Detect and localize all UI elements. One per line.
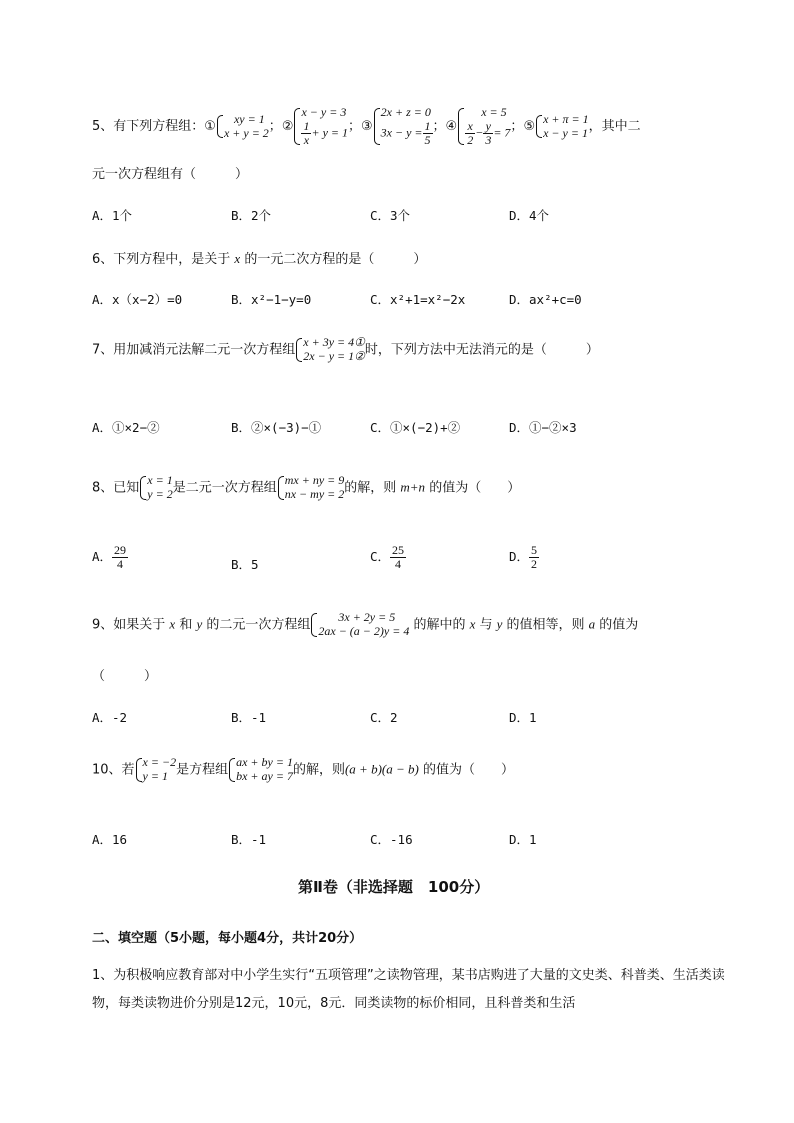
q5-prefix: 5、有下列方程组：: [92, 119, 205, 135]
frac-den: 2: [467, 132, 474, 147]
q5-s4-op: −: [475, 125, 484, 140]
q6-option-c[interactable]: C．x²+1=x²−2x: [370, 292, 466, 307]
q10-stem-d: 的值为（ ）: [418, 762, 514, 778]
q5-sep: ；: [268, 119, 282, 135]
q5-option-c[interactable]: C．3个: [370, 208, 411, 223]
q5-system-2: [293, 106, 348, 147]
q9-stem-a: 9、如果关于: [92, 617, 170, 633]
q9-system: [310, 611, 409, 639]
frac-den: 3: [485, 132, 492, 147]
q5-s3-eq1: 2x + z = 0: [380, 105, 431, 119]
q9-option-b[interactable]: B．-1: [231, 710, 267, 725]
frac-num: 1: [424, 118, 431, 133]
q5-s1-eq2: x + y = 2: [223, 125, 269, 140]
q10-stem-b: 是方程组: [176, 762, 229, 778]
q5-s4-frac-x: [465, 120, 475, 147]
q5-system-4: [457, 106, 510, 147]
q5-s4-eq1: x = 5: [481, 105, 507, 119]
frac-den: 5: [424, 132, 431, 147]
q10-option-b[interactable]: B．-1: [231, 832, 267, 847]
q9-stem-g: 的值为: [595, 617, 639, 633]
q6-var: x: [234, 251, 241, 266]
question-5: [92, 106, 641, 147]
q5-line2: 元一次方程组有（ ）: [92, 167, 249, 182]
q5-s4-eq2: [465, 120, 510, 147]
q6-option-b[interactable]: B．x²−1−y=0: [231, 292, 312, 307]
circled-1: ①: [204, 119, 216, 135]
q9-var-y: y: [196, 616, 203, 632]
q9-eq2: 2ax − (a − 2)y = 4: [318, 623, 410, 638]
q10-system-2: [228, 756, 293, 784]
q10-s1-eq1: x = −2: [142, 755, 177, 769]
q10-expr: (a + b)(a − b): [344, 761, 419, 777]
question-6: [92, 248, 426, 267]
q10-option-d[interactable]: D．1: [509, 832, 537, 847]
q8-stem-a: 8、已知: [92, 480, 140, 496]
q5-system-3: [373, 106, 433, 147]
q8-s2-eq1: mx + ny = 9: [284, 473, 345, 487]
q10-s2-eq1: ax + by = 1: [236, 755, 293, 769]
q7-stem-b: 时，下列方法中无法消元的是（ ）: [364, 342, 599, 358]
q6-stem-a: 6、下列方程中，是关于: [92, 252, 235, 267]
frac-den: 4: [117, 557, 124, 572]
q7-option-b[interactable]: B．②×(−3)−①: [231, 420, 322, 435]
q10-option-c[interactable]: C．-16: [370, 832, 413, 847]
question-7: [92, 336, 599, 364]
frac-num: 29: [114, 543, 127, 557]
q8-expr: m+n: [400, 479, 426, 495]
question-9: [92, 611, 638, 639]
q5-system-1: [216, 113, 269, 141]
question-10: [92, 756, 514, 784]
q8-s1-eq2: y = 2: [147, 486, 173, 501]
q6-option-a[interactable]: A．x（x−2）=0: [92, 292, 183, 307]
q5-s1-eq1: xy = 1: [233, 111, 265, 126]
q9-var-x: x: [169, 616, 176, 632]
q8-option-a-frac: [112, 544, 128, 571]
q8-option-c-label: C．: [370, 549, 391, 565]
q9-stem-f: 的值相等，则: [502, 617, 589, 633]
q8-option-d-label: D．: [509, 549, 530, 565]
frac-num: 1: [303, 118, 310, 133]
q8-option-a[interactable]: [92, 544, 128, 571]
q7-eq1: x + 3y = 4①: [303, 335, 365, 349]
q5-s2-eq2: [301, 120, 348, 147]
frac-den: x: [303, 132, 310, 147]
q8-option-a-label: A．: [92, 549, 113, 565]
q9-option-d[interactable]: D．1: [509, 710, 537, 725]
q9-stem-b: 和: [175, 617, 197, 633]
q5-s4-frac-y: [483, 120, 493, 147]
q8-option-d-frac: [529, 544, 539, 571]
q8-option-c[interactable]: [370, 544, 406, 571]
q5-s2-frac: [301, 120, 311, 147]
q5-option-d[interactable]: D．4个: [509, 208, 550, 223]
q5-system-5: [535, 113, 589, 141]
q5-sep: ；: [432, 119, 446, 135]
q8-stem-c: 的解，则: [344, 480, 401, 496]
q9-option-a[interactable]: A．-2: [92, 710, 128, 725]
q6-stem-b: 的一元二次方程的是（ ）: [240, 252, 427, 267]
frac-num: y: [483, 120, 493, 134]
circled-2: ②: [281, 119, 294, 135]
q9-stem-d: 的解中的: [409, 617, 470, 633]
frac-den: 2: [531, 557, 538, 572]
q7-option-c[interactable]: C．①×(−2)+②: [370, 420, 461, 435]
q9-line2: （ ）: [92, 669, 158, 684]
q7-stem-a: 7、用加减消元法解二元一次方程组: [92, 342, 296, 358]
frac-den: 4: [395, 557, 402, 572]
q5-sep: ；: [510, 119, 524, 135]
q10-stem-a: 10、若: [92, 762, 135, 778]
q7-system: [295, 336, 365, 364]
q9-stem-e: 与: [475, 617, 497, 633]
q5-s3-frac: [423, 120, 433, 147]
q8-option-c-frac: [390, 544, 406, 571]
q5-s3-eq2: [381, 120, 433, 147]
q6-option-d[interactable]: D．ax²+c=0: [509, 292, 582, 307]
q8-option-d[interactable]: [509, 544, 539, 571]
q7-option-a[interactable]: A．①×2−②: [92, 420, 160, 435]
q9-var-x2: x: [469, 616, 476, 632]
q10-system-1: [135, 756, 177, 784]
question-8: [92, 474, 520, 502]
q5-sep: ；: [348, 119, 362, 135]
q8-system-2: [277, 474, 345, 502]
q5-s5-eq2: x − y = 1: [543, 125, 588, 140]
q5-s4-tail: = 7: [493, 125, 511, 140]
part-2-title: 第Ⅱ卷（非选择题 100分）: [298, 878, 490, 896]
q5-s5-eq1: x + π = 1: [543, 111, 589, 126]
q9-var-y2: y: [496, 616, 503, 632]
q8-option-b[interactable]: B．5: [231, 557, 259, 572]
q5-s3-lhs: 3x − y =: [380, 125, 423, 140]
q7-eq2: 2x − y = 1②: [303, 348, 365, 363]
q9-stem-c: 的二元一次方程组: [202, 617, 311, 633]
fill-blank-section-heading: 二、填空题（5小题，每小题4分，共计20分）: [92, 931, 363, 946]
fill-blank-question-1: 1、为积极响应教育部对中小学生实行“五项管理”之读物管理，某书店购进了大量的文史类、科普类、生活类读物，每类读物进价分别是12元，10元，8元．同类读物的标价相同，且科普类和生活: [92, 968, 725, 1011]
q5-s2-tail: + y = 1: [311, 125, 348, 140]
frac-num: 5: [531, 543, 538, 557]
circled-5: ⑤: [523, 119, 536, 135]
frac-num: 25: [392, 543, 405, 557]
q10-s1-eq2: y = 1: [142, 768, 168, 783]
q5-s2-eq1: x − y = 3: [301, 105, 347, 119]
q8-system-1: [139, 474, 172, 502]
q5-suffix: ，其中二: [588, 119, 641, 135]
q8-stem-d: 的值为（ ）: [425, 480, 521, 496]
q8-stem-b: 是二元一次方程组: [172, 480, 277, 496]
q5-option-b[interactable]: B．2个: [231, 208, 272, 223]
circled-4: ④: [445, 119, 458, 135]
q5-option-a[interactable]: A．1个: [92, 208, 133, 223]
q9-option-c[interactable]: C．2: [370, 710, 398, 725]
q10-s2-eq2: bx + ay = 7: [236, 768, 293, 783]
q9-eq1: 3x + 2y = 5: [338, 610, 396, 624]
q9-var-a: a: [588, 616, 596, 632]
q7-option-d[interactable]: D．①−②×3: [509, 420, 577, 435]
q8-s2-eq2: nx − my = 2: [284, 486, 345, 501]
frac-num: x: [465, 120, 475, 134]
q10-option-a[interactable]: A．16: [92, 832, 128, 847]
circled-3: ③: [361, 119, 373, 135]
q10-stem-c: 的解，则: [292, 762, 345, 778]
q8-s1-eq1: x = 1: [147, 473, 173, 487]
